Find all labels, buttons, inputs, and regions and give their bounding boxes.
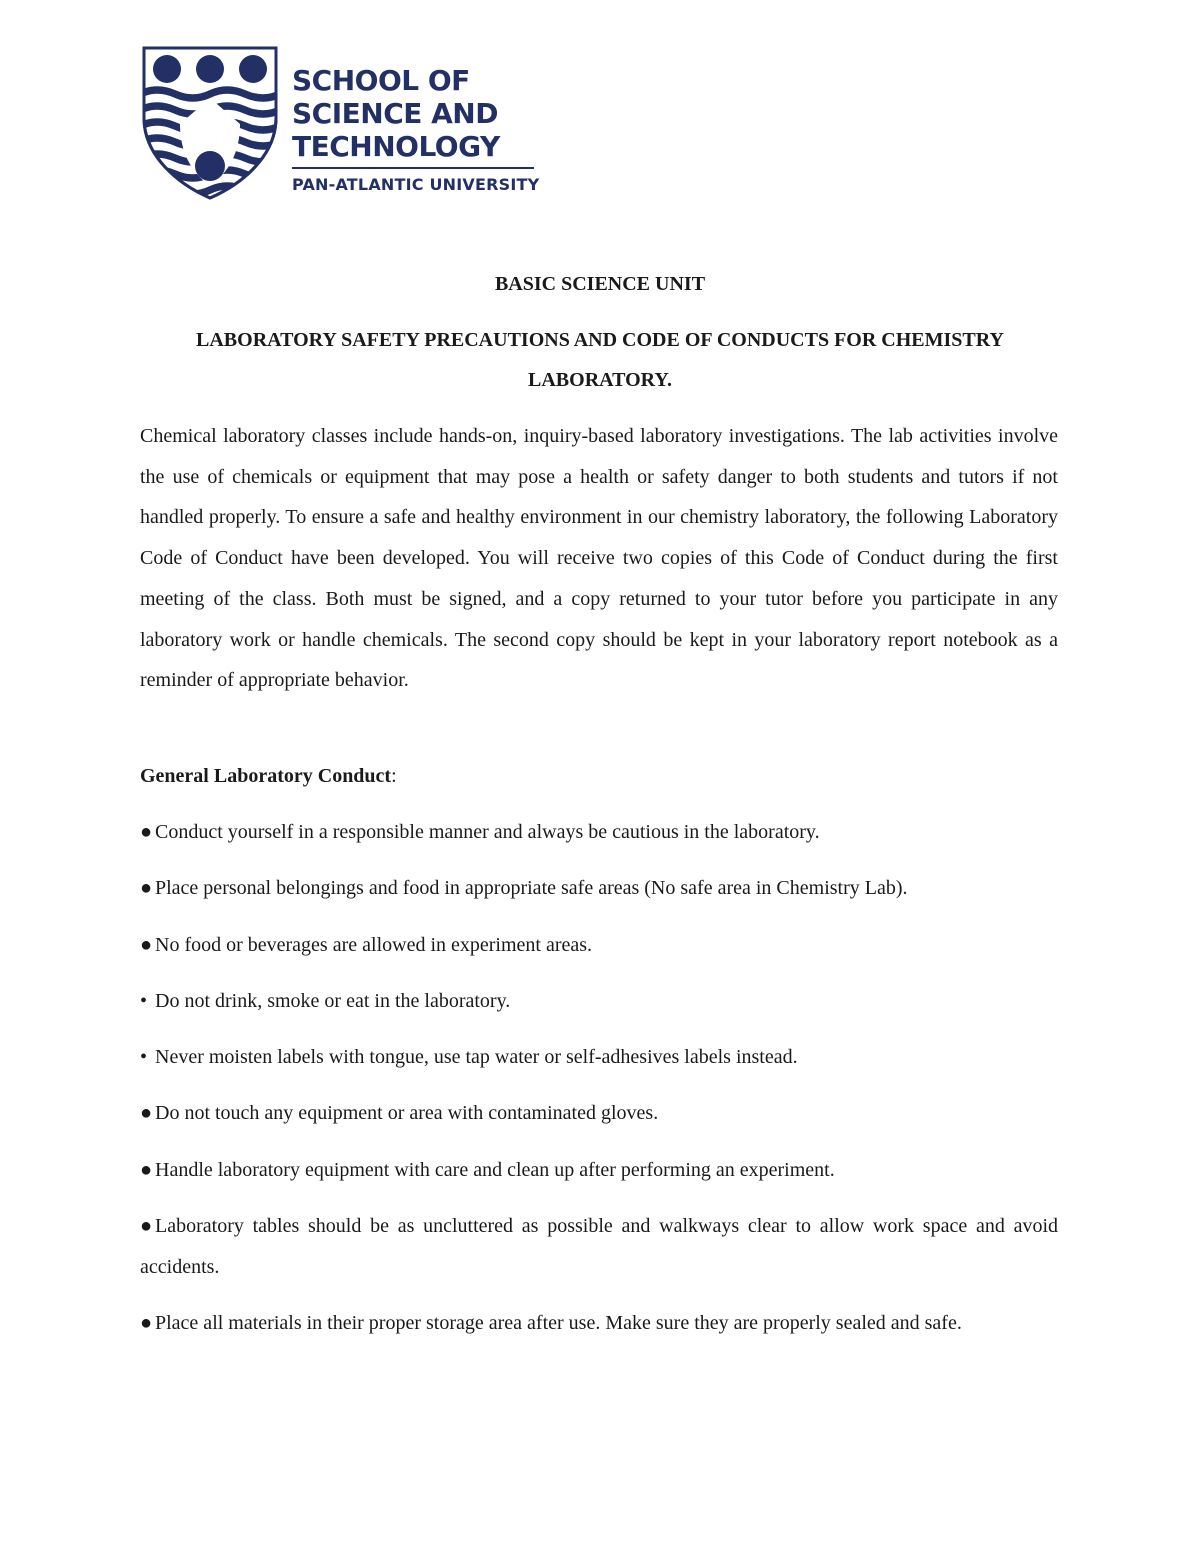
rule-text: Handle laboratory equipment with care and clean up after performing an experiment. <box>155 1158 835 1181</box>
section-heading <box>140 756 397 796</box>
unit-heading: BASIC SCIENCE UNIT <box>494 273 706 295</box>
rule-item <box>140 925 1058 966</box>
bullet-icon: ● <box>140 1102 153 1125</box>
logo-wordmark <box>292 64 538 194</box>
bullet-icon: • <box>140 1046 148 1069</box>
rule-text: Place personal belongings and food in appropriate safe areas (No safe area in Chemistry Lab). <box>155 877 908 900</box>
rule-text: Do not touch any equipment or area with contaminated gloves. <box>155 1102 659 1125</box>
rule-item <box>140 868 1058 909</box>
document-title: LABORATORY SAFETY PRECAUTIONS AND CODE OF CONDUCTS FOR CHEMISTRY LABORATORY. <box>196 329 1004 391</box>
bullet-icon: ● <box>140 1158 153 1181</box>
rule-item <box>140 1303 1058 1344</box>
logo-divider <box>292 167 534 169</box>
rule-item <box>140 1093 1058 1134</box>
rule-item <box>140 981 1058 1022</box>
rule-text: Never moisten labels with tongue, use tap water or self-adhesives labels instead. <box>155 1046 798 1069</box>
bullet-icon: ● <box>140 877 153 900</box>
logo-line-3: TECHNOLOGY <box>292 130 500 163</box>
rule-text: Laboratory tables should be as uncluttered as possible and walkways clear to allow work space and avoid accidents. <box>140 1215 1058 1278</box>
intro-paragraph: Chemical laboratory classes include hands-on, inquiry-based laboratory investigations. The lab activities involve the use of chemicals or equipment that may pose a health or safety danger to both students and tutors if not handled properly. To ensure a safe and healthy environment in our chemistry laboratory, the following Laboratory Code of Conduct have been developed. You will receive two copies of this Code of Conduct during the first meeting of the class. Both must be signed, and a copy returned to your tutor before you participate in any laboratory work or handle chemicals. The second copy should be kept in your laboratory report notebook as a reminder of appropriate behavior. <box>140 425 1058 692</box>
conduct-rules-list <box>140 812 1058 1359</box>
school-logo <box>140 44 540 204</box>
bullet-icon: ● <box>140 1215 153 1238</box>
rule-text: Do not drink, smoke or eat in the laboratory. <box>155 989 511 1012</box>
rule-text: Place all materials in their proper storage area after use. Make sure they are properly sealed and safe. <box>155 1312 962 1335</box>
bullet-icon: • <box>140 989 148 1012</box>
logo-line-2: SCIENCE AND <box>292 97 498 130</box>
rule-item <box>140 1150 1058 1191</box>
rule-text: Conduct yourself in a responsible manner and always be cautious in the laboratory. <box>155 821 820 843</box>
bullet-icon: ● <box>140 821 153 843</box>
section-heading-text: General Laboratory Conduct <box>140 765 392 787</box>
logo-university: PAN-ATLANTIC UNIVERSITY <box>292 175 540 194</box>
crest-icon <box>140 44 280 202</box>
rule-item <box>140 1037 1058 1078</box>
bullet-icon: ● <box>140 1312 153 1335</box>
rule-text: No food or beverages are allowed in experiment areas. <box>155 933 593 956</box>
section-heading-colon: : <box>391 765 397 787</box>
logo-line-1: SCHOOL OF <box>292 64 470 97</box>
rule-item <box>140 1206 1058 1287</box>
rule-item <box>140 812 1058 853</box>
bullet-icon: ● <box>140 933 153 956</box>
